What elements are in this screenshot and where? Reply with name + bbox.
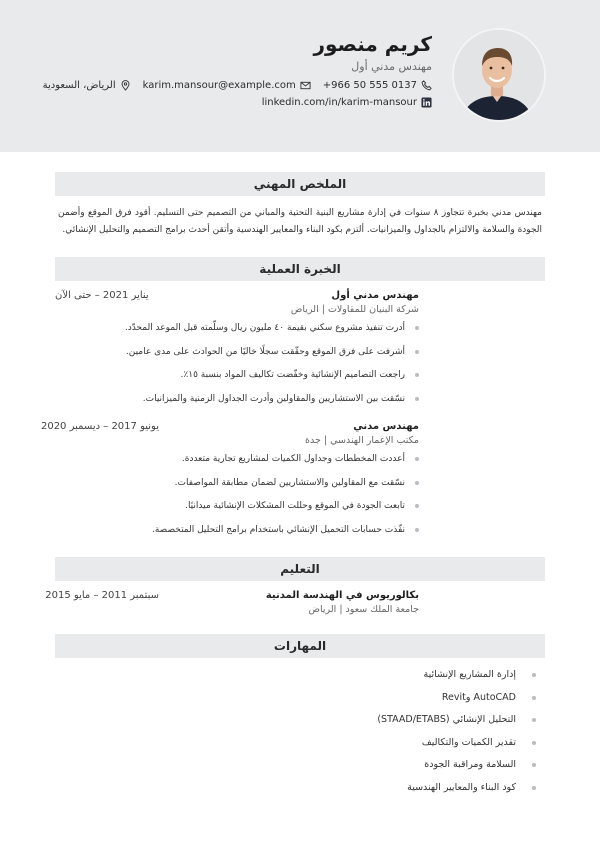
school-name: جامعة الملك سعود | الرياض — [308, 604, 419, 615]
list-item: إدارة المشاريع الإنشائية — [377, 668, 536, 691]
resume-header — [0, 0, 600, 152]
job-date: يونيو 2017 – ديسمبر 2020 — [40, 421, 159, 432]
list-item: كود البناء والمعايير الهندسية — [377, 781, 536, 804]
list-item: نسّقت بين الاستشاريين والمقاولين وأدرت الجداول الزمنية والميزانيات. — [149, 392, 419, 416]
education-heading: التعليم — [55, 557, 545, 581]
job-date: يناير 2021 – حتى الآن — [55, 290, 149, 301]
contact-linkedin[interactable] — [262, 97, 432, 108]
candidate-role: مهندس مدني أول — [351, 60, 432, 73]
email-text: karim.mansour@example.com — [142, 80, 296, 91]
skills-heading: المهارات — [55, 634, 545, 658]
contact-row — [43, 80, 432, 91]
map-pin-icon — [120, 80, 131, 91]
contact-phone[interactable] — [323, 80, 432, 91]
candidate-name: كريم منصور — [313, 32, 432, 56]
job-bullets — [124, 321, 419, 415]
job-title: مهندس مدني أول — [331, 290, 419, 301]
skills-list — [377, 668, 536, 803]
contact-location — [43, 80, 131, 91]
summary-heading: الملخص المهني — [55, 172, 545, 196]
profile-photo — [452, 28, 546, 122]
summary-text: مهندس مدني بخبرة تتجاوز ٨ سنوات في إدارة مشاريع البنية التحتية والمباني من التصميم حتى التسليم. أقود فرق الموقع وأضمن الجودة والسلامة والالتزام بالجداول والميزانيات. ألتزم بكود البناء والمعايير الهندسية وأتقن أحدث برامج التصميم والتحليل الإنشائي. — [58, 208, 542, 235]
experience-heading: الخبرة العملية — [55, 257, 545, 281]
job-bullets — [149, 452, 419, 546]
location-text: الرياض، السعودية — [42, 80, 116, 91]
education-date: سبتمبر 2011 – مايو 2015 — [45, 590, 159, 601]
list-item: أشرفت على فرق الموقع وحقّقت سجلًا خاليًا من الحوادث على مدى عامين. — [149, 345, 419, 369]
phone-text: +966 50 555 0137 — [322, 80, 417, 91]
list-item: تقدير الكميات والتكاليف — [377, 736, 536, 759]
list-item: نفّذت حسابات التحميل الإنشائي باستخدام برامج التحليل المتخصصة. — [149, 523, 419, 547]
list-item: السلامة ومراقبة الجودة — [377, 758, 536, 781]
job-org: مكتب الإعمار الهندسي | جدة — [305, 435, 419, 446]
degree-title: بكالوريوس في الهندسة المدنية — [265, 590, 419, 601]
list-item: أعددت المخططات وجداول الكميات لمشاريع تجارية متعددة. — [149, 452, 419, 476]
contact-email[interactable] — [143, 80, 311, 91]
list-item: نسّقت مع المقاولين والاستشاريين لضمان مطابقة المواصفات. — [149, 476, 419, 500]
list-item: التحليل الإنشائي (STAAD/ETABS) — [377, 713, 536, 736]
linkedin-icon — [421, 97, 432, 108]
list-item: تابعت الجودة في الموقع وحللت المشكلات الإنشائية ميدانيًا. — [149, 499, 419, 523]
job-title: مهندس مدني — [353, 421, 419, 432]
list-item: أدرت تنفيذ مشروع سكني بقيمة ٤٠ مليون ريال وسلّمته قبل الموعد المحدّد. — [149, 321, 419, 345]
envelope-icon — [300, 80, 311, 91]
job-org: شركة البنيان للمقاولات | الرياض — [290, 304, 419, 315]
phone-icon — [421, 80, 432, 91]
list-item: AutoCAD وRevit — [377, 691, 536, 714]
person-portrait-icon — [452, 30, 544, 122]
linkedin-text: linkedin.com/in/karim-mansour — [261, 97, 417, 108]
list-item: راجعت التصاميم الإنشائية وخفّضت تكاليف المواد بنسبة ١٥٪. — [149, 368, 419, 392]
